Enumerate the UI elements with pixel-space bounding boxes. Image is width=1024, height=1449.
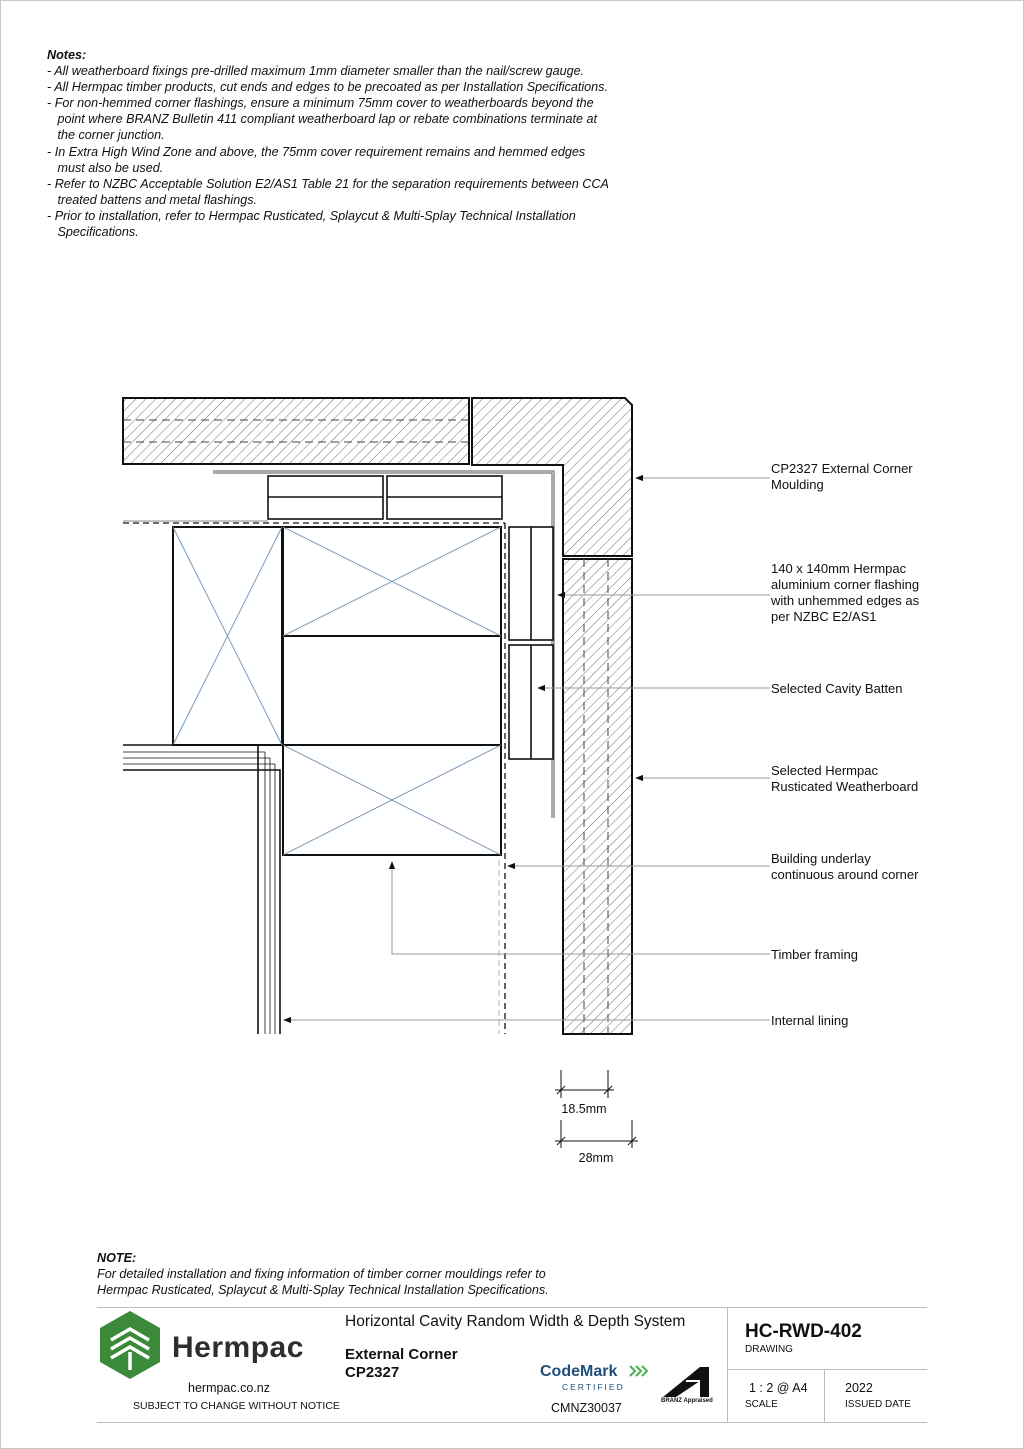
note-line: - All Hermpac timber products, cut ends and edges to be precoated as per Installation Specifications.: [47, 80, 608, 95]
callout-lining: Internal lining: [771, 1013, 849, 1028]
top-cavity-battens: [268, 476, 502, 519]
note-line: - Prior to installation, refer to Hermpac Rusticated, Splaycut & Multi-Splay Technical Installation: [47, 208, 576, 223]
codemark-chevron-icon: [630, 1366, 647, 1376]
callout-underlay: Building underlay continuous around corner: [771, 851, 919, 882]
note-line: treated battens and metal flashings.: [47, 192, 258, 207]
bottom-note-line: For detailed installation and fixing information of timber corner mouldings refer to: [97, 1267, 546, 1281]
titleblock-divider: [727, 1308, 728, 1422]
project-title: Horizontal Cavity Random Width & Depth System: [345, 1313, 686, 1330]
drawing-number: HC-RWD-402: [745, 1321, 862, 1342]
note-line: - In Extra High Wind Zone and above, the 75mm cover requirement remains and hemmed edges: [47, 144, 586, 159]
note-line: the corner junction.: [47, 128, 165, 143]
drawing-label: DRAWING: [745, 1344, 793, 1355]
hermpac-logo-icon: [100, 1311, 160, 1379]
codemark-logo: CodeMark: [540, 1363, 618, 1380]
note-line: - Refer to NZBC Acceptable Solution E2/AS1 Table 21 for the separation requirements between CCA: [47, 176, 609, 191]
subject-notice: SUBJECT TO CHANGE WITHOUT NOTICE: [133, 1400, 340, 1412]
bottom-note-line: Hermpac Rusticated, Splaycut & Multi-Splay Technical Installation Specifications.: [97, 1283, 549, 1297]
top-weatherboard: [123, 398, 469, 464]
scale-label: SCALE: [745, 1399, 778, 1410]
callout-flashing: 140 x 140mm Hermpac aluminium corner flashing with unhemmed edges as per NZBC E2/AS1: [771, 561, 920, 624]
callout-batten: Selected Cavity Batten: [771, 681, 903, 696]
issued-date-label: ISSUED DATE: [845, 1399, 911, 1410]
drawing-title: [345, 1346, 458, 1382]
website-link[interactable]: hermpac.co.nz: [188, 1381, 270, 1395]
drawing-title-line2: CP2327: [345, 1364, 400, 1381]
side-cavity-battens: [509, 527, 553, 759]
certificate-number: CMNZ30037: [551, 1401, 622, 1415]
branz-logo-icon: [663, 1367, 709, 1397]
callout-moulding: CP2327 External Corner Moulding: [771, 461, 913, 492]
dimension-label-18-5mm: 18.5mm: [561, 1102, 607, 1116]
dimension-label-28mm: 28mm: [578, 1151, 614, 1165]
titleblock-row-rule: [727, 1369, 927, 1370]
callout-weatherboard: Selected Hermpac Rusticated Weatherboard: [771, 763, 919, 794]
dimension-18-5mm: [555, 1070, 614, 1098]
side-weatherboard: [563, 559, 632, 1034]
titleblock-top-rule: [97, 1307, 927, 1308]
note-line: must also be used.: [47, 160, 164, 175]
codemark-certified: CERTIFIED: [562, 1382, 625, 1392]
bottom-note: [97, 1250, 737, 1298]
note-line: point where BRANZ Bulletin 411 compliant weatherboard lap or rebate combinations terminate at: [47, 112, 597, 127]
note-line: Specifications.: [47, 225, 139, 240]
internal-lining: [123, 745, 280, 1034]
dimension-28mm: [555, 1120, 638, 1148]
notes-heading: Notes:: [47, 48, 87, 62]
bottom-note-heading: NOTE:: [97, 1251, 137, 1265]
issued-date-value: 2022: [845, 1381, 873, 1395]
note-line: - For non-hemmed corner flashings, ensure a minimum 75mm cover to weatherboards beyond the: [47, 96, 594, 111]
drawing-title-line1: External Corner: [345, 1346, 458, 1363]
hermpac-wordmark: Hermpac: [172, 1331, 304, 1364]
timber-framing: [173, 527, 501, 855]
scale-value: 1 : 2 @ A4: [749, 1381, 808, 1395]
titleblock-cell-divider: [824, 1370, 825, 1422]
titleblock-bottom-rule: [97, 1422, 927, 1423]
callout-framing: Timber framing: [771, 947, 858, 962]
branz-label: BRANZ Appraised: [661, 1398, 713, 1404]
note-line: - All weatherboard fixings pre-drilled maximum 1mm diameter smaller than the nail/screw gauge.: [47, 64, 585, 79]
